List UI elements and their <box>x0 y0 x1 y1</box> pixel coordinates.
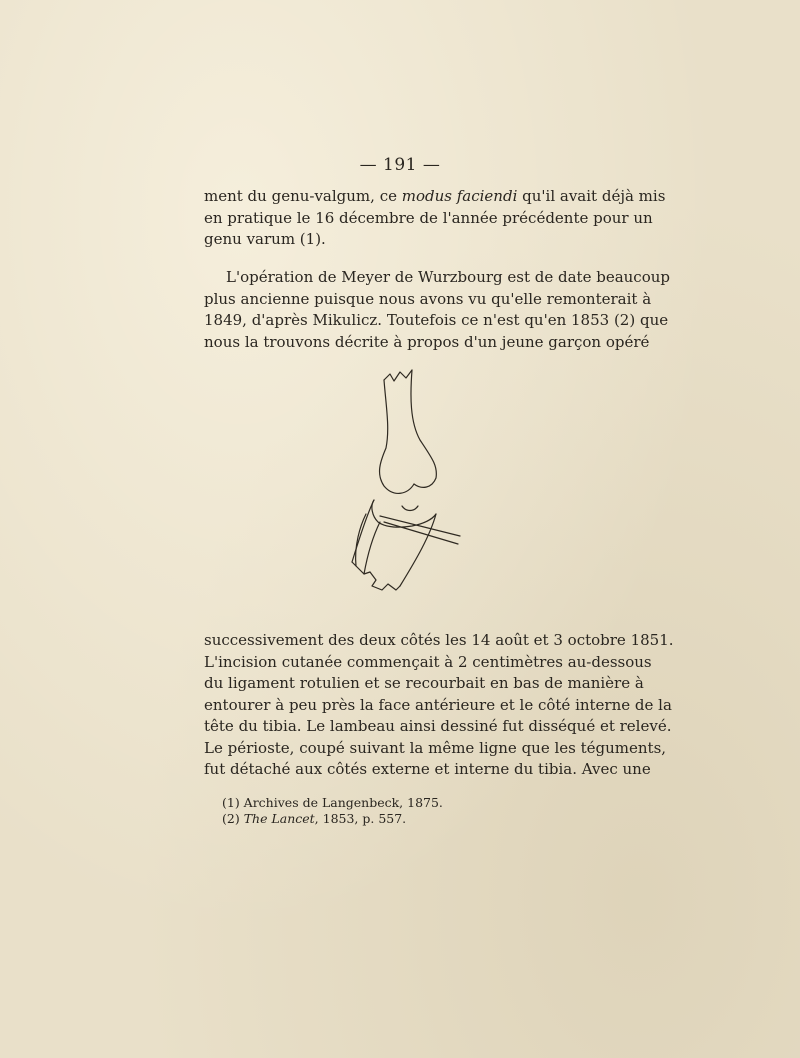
paragraph-1 <box>204 186 666 251</box>
text-line: en pratique le 16 décembre de l'année précédente pour un <box>204 208 653 227</box>
page-number: — 191 — <box>359 155 441 175</box>
text-line: successivement des deux côtés les 14 août et 3 octobre 1851. <box>204 631 674 649</box>
footnotes <box>222 795 542 827</box>
italic-term: modus faciendi <box>401 187 518 205</box>
italic-term: The Lancet <box>243 811 315 826</box>
text-line: fut détaché aux côtés externe et interne du tibia. Avec une <box>204 760 651 778</box>
paragraph-2 <box>204 267 671 353</box>
paragraph-3 <box>204 630 674 781</box>
knee-osteotomy-figure <box>340 366 470 598</box>
text-line: Le périoste, coupé suivant la même ligne que les téguments, <box>204 738 667 757</box>
text-line <box>204 186 666 208</box>
text-line: nous la trouvons décrite à propos d'un jeune garçon opéré <box>204 332 650 351</box>
text-line: plus ancienne puisque nous avons vu qu'elle remonterait à <box>204 289 652 308</box>
text-run: qu'il avait déjà mis <box>517 187 666 205</box>
text-line: genu varum (1). <box>204 230 326 248</box>
text-line: L'incision cutanée commençait à 2 centimètres au-dessous <box>204 652 652 671</box>
text-line: entourer à peu près la face antérieure et le côté interne de la <box>204 695 672 714</box>
text-line: tête du tibia. Le lambeau ainsi dessiné fut disséqué et relevé. <box>204 717 672 735</box>
text-line: 1849, d'après Mikulicz. Toutefois ce n'est qu'en 1853 (2) que <box>204 311 669 329</box>
text-run: ment du genu-valgum, ce <box>204 187 402 205</box>
footnote <box>222 795 542 811</box>
text-run: (1) Archives de Langenbeck, 1875. <box>222 795 443 810</box>
text-line: du ligament rotulien et se recourbait en bas de manière à <box>204 674 644 692</box>
text-line: L'opération de Meyer de Wurzbourg est de date beaucoup <box>226 268 671 286</box>
bone-sketch-icon <box>340 366 470 598</box>
text-run: (2) <box>222 811 244 826</box>
footnote <box>222 811 542 827</box>
text-run: , 1853, p. 557. <box>314 811 407 826</box>
